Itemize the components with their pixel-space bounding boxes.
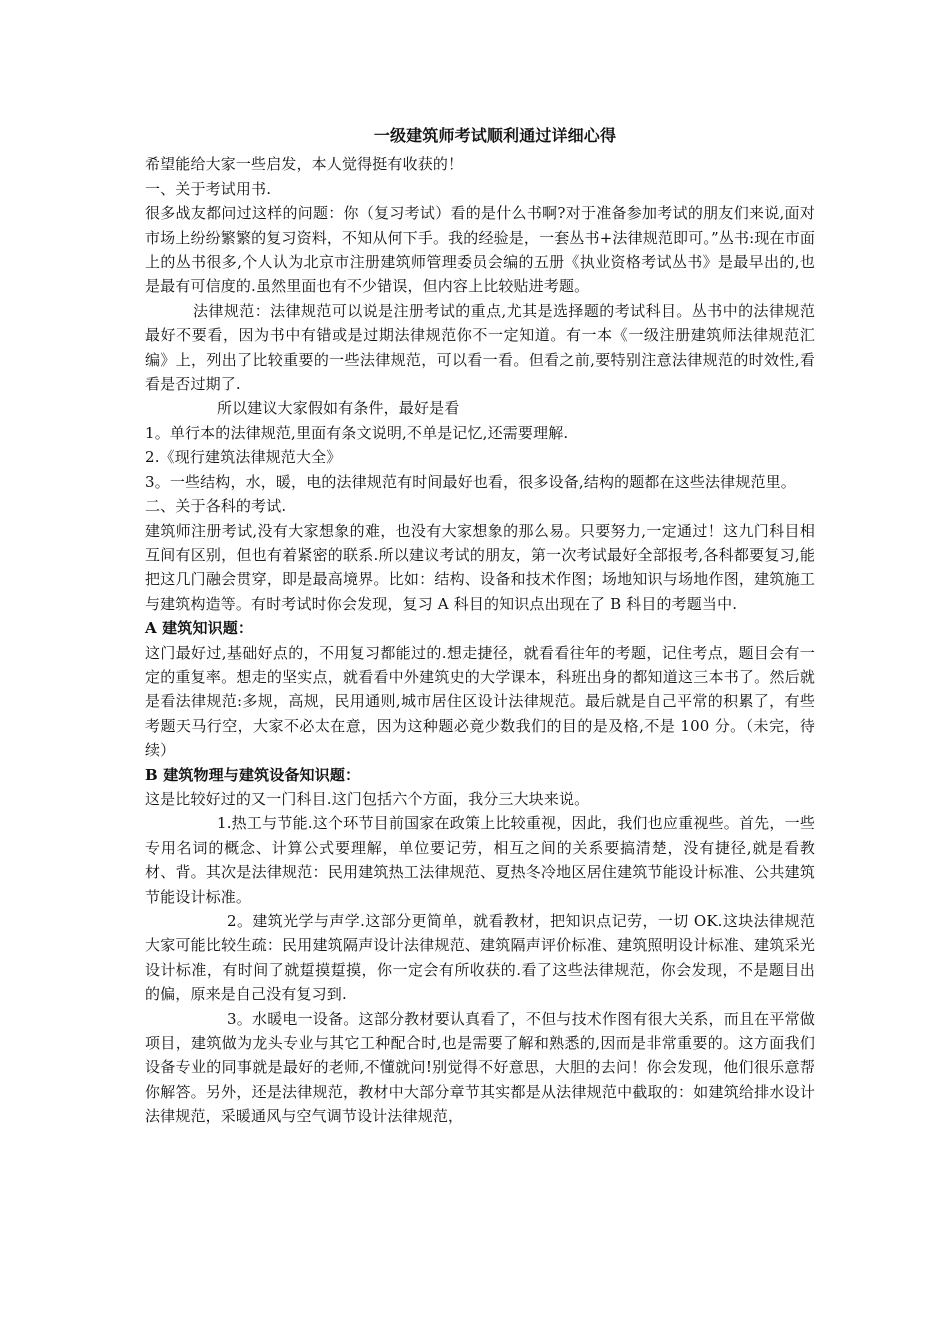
section-heading: 一、关于考试用书. <box>145 179 272 198</box>
paragraph: 这门最好过,基础好点的，不用复习都能过的.想走捷径，就看看往年的考题，记住考点，题目会有一定的重复率。想走的坚实点，就看看中外建筑史的大学课本，科班出身的都知道这三本书了。然后就是看法律规范:多规，高规，民用通则,城市居住区设计法律规范。最后就是自己平常的积累了，有些考题天马行空，大家不必太在意，因为这种题必竟少数我们的目的是及格,不是 100 分。（未完，待续） <box>145 643 815 760</box>
paragraph: 建筑师注册考试,没有大家想象的难，也没有大家想象的那么易。只要努力,一定通过！这九门科目相互间有区别，但也有着紧密的联系.所以建议考试的朋友，第一次考试最好全部报考,各科都要复习,能把这几门融会贯穿，即是最高境界。比如：结构、设备和技术作图；场地知识与场地作图，建筑施工与建筑构造等。有时考试时你会发现，复习 A 科目的知识点出现在了 B 科目的考题当中. <box>145 521 815 613</box>
document-title: 一级建筑师考试顺利通过详细心得 <box>373 126 617 145</box>
list-item: 3。一些结构，水，暖，电的法律规范有时间最好也看，很多设备,结构的题都在这些法律规范里。 <box>145 472 796 491</box>
subsection-heading: B 建筑物理与建筑设备知识题： <box>145 765 361 784</box>
subsection-heading: A 建筑知识题： <box>145 619 254 638</box>
paragraph: 这是比较好过的又一门科目.这门包括六个方面，我分三大块来说。 <box>145 789 590 808</box>
paragraph: 2。建筑光学与声学.这部分更简单，就看教材，把知识点记劳，一切 OK.这块法律规范大家可能比较生疏：民用建筑隔声设计法律规范、建筑隔声评价标准、建筑照明设计标准、建筑采光设计标准，有时间了就踅摸踅摸，你一定会有所收获的.看了这些法律规范，你会发现，不是题目出的偏，原来是自己没有复习到. <box>145 912 815 1004</box>
paragraph: 法律规范：法律规范可以说是注册考试的重点,尤其是选择题的考试科目。丛书中的法律规范最好不要看，因为书中有错或是过期法律规范你不一定知道。有一本《一级注册建筑师法律规范汇编》上，列出了比较重要的一些法律规范，可以看一看。但看之前,要特别注意法律规范的时效性,看看是否过期了. <box>145 301 815 394</box>
paragraph: 很多战友都问过这样的问题：你（复习考试）看的是什么书啊?对于准备参加考试的朋友们来说,面对市场上纷纷繁繁的复习资料，不知从何下手。我的经验是，一套丛书+法律规范即可。”丛书:现在市面上的丛书很多,个人认为北京市注册建筑师管理委员会编的五册《执业资格考试丛书》是最早出的,也是最有可信度的.虽然里面也有不少错误，但内容上比较贴进考题。 <box>145 204 815 296</box>
paragraph: 希望能给大家一些启发，本人觉得挺有收获的！ <box>145 155 464 174</box>
paragraph: 3。水暖电一设备。这部分教材要认真看了，不但与技术作图有很大关系，而且在平常做项目，建筑做为龙头专业与其它工种配合时,也是需要了解和熟悉的,因而是非常重要的。这方面我们设备专业的同事就是最好的老师,不懂就问!别觉得不好意思，大胆的去问！你会发现，他们很乐意帮你解答。另外，还是法律规范，教材中大部分章节其实都是从法律规范中截取的：如建筑给排水设计法律规范，采暖通风与空气调节设计法律规范， <box>145 1009 815 1126</box>
list-item: 1。单行本的法律规范,里面有条文说明,不单是记忆,还需要理解. <box>145 423 569 442</box>
paragraph: 1.热工与节能.这个环节目前国家在政策上比较重视，因此，我们也应重视些。首先，一些专用名词的概念、计算公式要理解，单位要记劳，相互之间的关系要搞清楚，没有捷径,就是看教材、背。其次是法律规范：民用建筑热工法律规范、夏热冬冷地区居住建筑节能设计标准、公共建筑节能设计标准。 <box>145 814 815 906</box>
paragraph: 所以建议大家假如有条件，最好是看 <box>217 399 460 418</box>
list-item: 2.《现行建筑法律规范大全》 <box>145 448 342 467</box>
section-heading: 二、关于各科的考试. <box>145 497 287 516</box>
document-body <box>145 124 815 1129</box>
